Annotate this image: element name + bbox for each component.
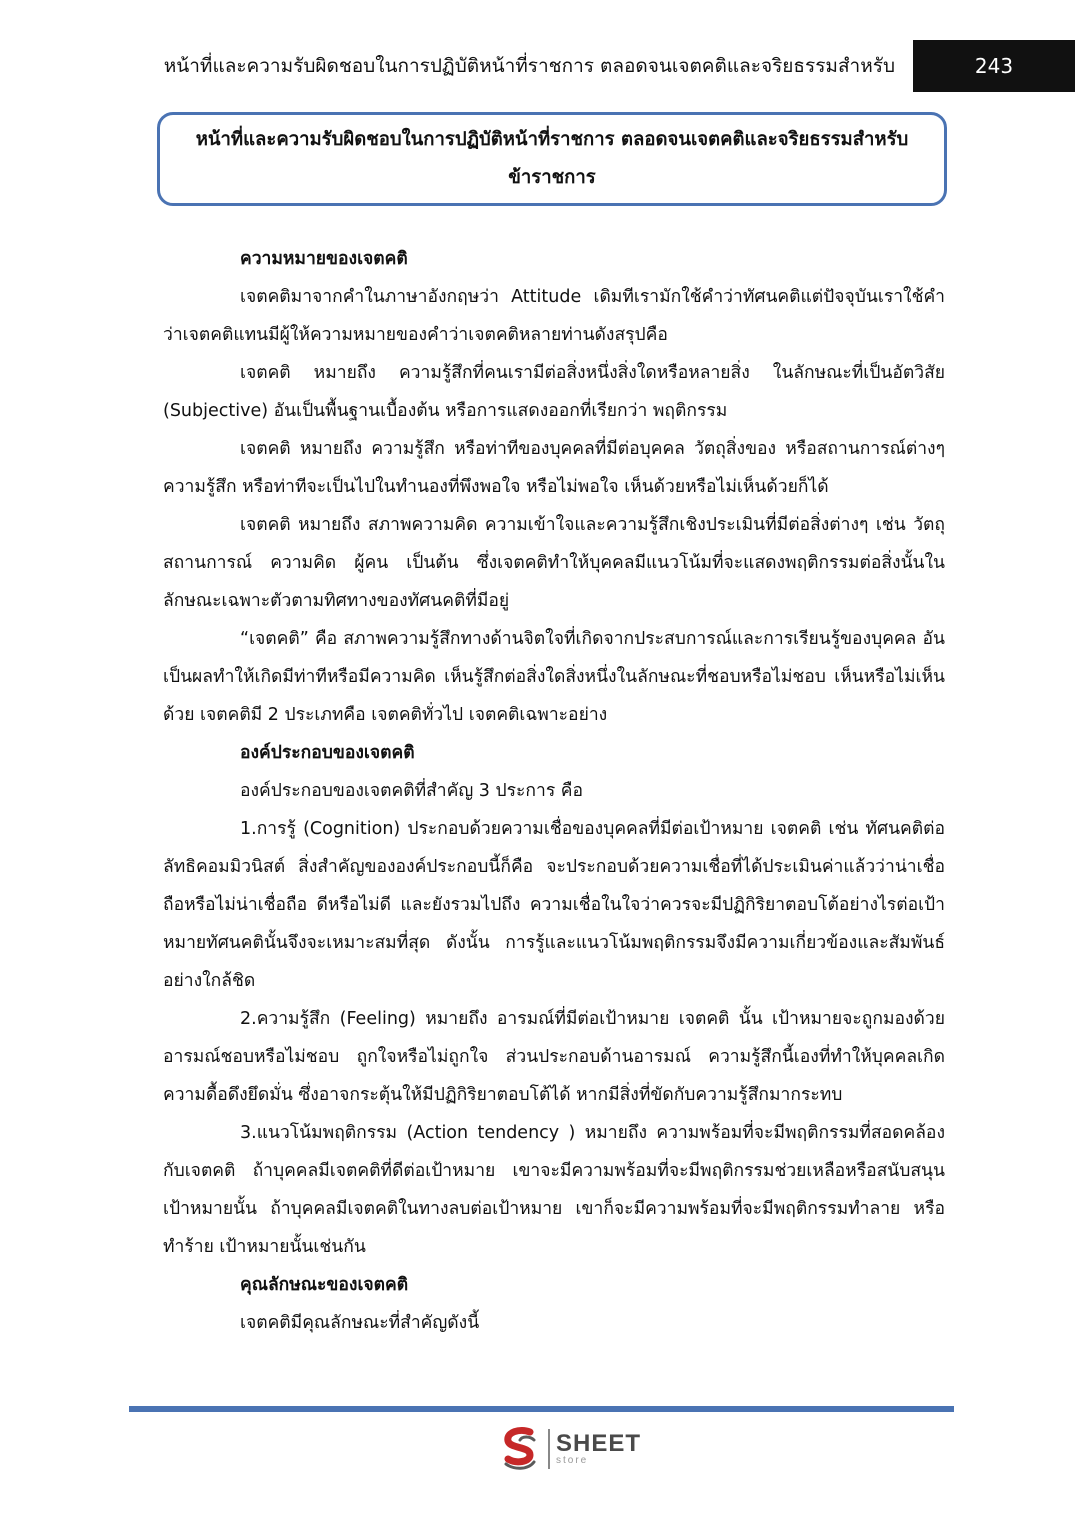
- paragraph: เจตคติ หมายถึง ความรู้สึกที่คนเรามีต่อสิ่งหนึ่งสิ่งใดหรือหลายสิ่ง ในลักษณะที่เป็นอัตวิสัย (Subjective) อันเป็นพื้นฐานเบื้องต้น หรือการแสดงออกที่เรียกว่า พฤติกรรม: [163, 363, 945, 421]
- logo-word: SHEET: [556, 1430, 642, 1457]
- section-heading-meaning: ความหมายของเจตคติ: [240, 249, 408, 269]
- chapter-title-box: [157, 112, 947, 206]
- chapter-title-line-2: ข้าราชการ: [508, 167, 596, 188]
- paragraph: “เจตคติ” คือ สภาพความรู้สึกทางด้านจิตใจที่เกิดจากประสบการณ์และการเรียนรู้ของบุคคล อันเป็นผลทำให้เกิดมีท่าทีหรือมีความคิด เห็นรู้สึกต่อสิ่งใดสิ่งหนึ่งในลักษณะที่ชอบหรือไม่ชอบ เห็นหรือไม่เห็นด้วย เจตคติมี 2 ประเภทคือ เจตคติทั่วไป เจตคติเฉพาะอย่าง: [163, 629, 945, 725]
- chapter-title-line-1: หน้าที่และความรับผิดชอบในการปฏิบัติหน้าที่ราชการ ตลอดจนเจตคติและจริยธรรมสำหรับ: [195, 129, 909, 150]
- running-header-title: หน้าที่และความรับผิดชอบในการปฏิบัติหน้าที่ราชการ ตลอดจนเจตคติและจริยธรรมสำหรับ: [163, 55, 895, 77]
- logo-subword: store: [556, 1455, 589, 1466]
- paragraph: เจตคติ หมายถึง สภาพความคิด ความเข้าใจและความรู้สึกเชิงประเมินที่มีต่อสิ่งต่างๆ เช่น วัตถุ สถานการณ์ ความคิด ผู้คน เป็นต้น ซึ่งเจตคติทำให้บุคคลมีแนวโน้มที่จะแสดงพฤติกรรมต่อสิ่งนั้นในลักษณะเฉพาะตัวตามทิศทางของทัศนคติที่มีอยู่: [163, 515, 945, 611]
- section-heading-characteristics: คุณลักษณะของเจตคติ: [240, 1275, 409, 1295]
- paragraph: องค์ประกอบของเจตคติที่สำคัญ 3 ประการ คือ: [240, 781, 584, 801]
- paragraph: เจตคติมาจากคำในภาษาอังกฤษว่า Attitude เดิมทีเรามักใช้คำว่าทัศนคติแต่ปัจจุบันเราใช้คำว่าเจตคติแทนมีผู้ให้ความหมายของคำว่าเจตคติหลายท่านดังสรุปคือ: [163, 287, 945, 345]
- body-content: [163, 240, 945, 1342]
- paragraph: เจตคติมีคุณลักษณะที่สำคัญดังนี้: [240, 1313, 480, 1333]
- logo-text: [556, 1432, 641, 1466]
- sheet-store-s-icon: [500, 1426, 542, 1472]
- paragraph: 1.การรู้ (Cognition) ประกอบด้วยความเชื่อของบุคคลที่มีต่อเป้าหมาย เจตคติ เช่น ทัศนคติต่อลัทธิคอมมิวนิสต์ สิ่งสำคัญขององค์ประกอบนี้ก็คือ จะประกอบด้วยความเชื่อที่ได้ประเมินค่าแล้วว่าน่าเชื่อถือหรือไม่น่าเชื่อถือ ดีหรือไม่ดี และยังรวมไปถึง ความเชื่อในใจว่าควรจะมีปฏิกิริยาตอบโต้อย่างไรต่อเป้าหมายทัศนคตินั้นจึงจะเหมาะสมที่สุด ดังนั้น การรู้และแนวโน้มพฤติกรรมจึงมีความเกี่ยวข้องและสัมพันธ์อย่างใกล้ชิด: [163, 819, 945, 991]
- paragraph: เจตคติ หมายถึง ความรู้สึก หรือท่าทีของบุคคลที่มีต่อบุคคล วัตถุสิ่งของ หรือสถานการณ์ต่างๆ ความรู้สึก หรือท่าทีจะเป็นไปในทำนองที่พึงพอใจ หรือไม่พอใจ เห็นด้วยหรือไม่เห็นด้วยก็ได้: [163, 439, 945, 497]
- page-number-box: [913, 40, 1075, 92]
- paragraph: 2.ความรู้สึก (Feeling) หมายถึง อารมณ์ที่มีต่อเป้าหมาย เจตคติ นั้น เป้าหมายจะถูกมองด้วยอารมณ์ชอบหรือไม่ชอบ ถูกใจหรือไม่ถูกใจ ส่วนประกอบด้านอารมณ์ ความรู้สึกนี้เองที่ทำให้บุคคลเกิดความดื้อดึงยึดมั่น ซึ่งอาจกระตุ้นให้มีปฏิกิริยาตอบโต้ได้ หากมีสิ่งที่ขัดกับความรู้สึกมากระทบ: [163, 1009, 945, 1105]
- section-heading-components: องค์ประกอบของเจตคติ: [240, 743, 415, 763]
- paragraph: 3.แนวโน้มพฤติกรรม (Action tendency ) หมายถึง ความพร้อมที่จะมีพฤติกรรมที่สอดคล้องกับเจตคติ ถ้าบุคคลมีเจตคติที่ดีต่อเป้าหมาย เขาจะมีความพร้อมที่จะมีพฤติกรรมช่วยเหลือหรือสนับสนุนเป้าหมายนั้น ถ้าบุคคลมีเจตคติในทางลบต่อเป้าหมาย เขาก็จะมีความพร้อมที่จะมีพฤติกรรมทำลาย หรือทำร้าย เป้าหมายนั้นเช่นกัน: [163, 1123, 945, 1257]
- footer-rule: [129, 1406, 954, 1412]
- page-number: 243: [974, 54, 1014, 78]
- sheet-store-logo: [500, 1426, 641, 1472]
- running-header: [0, 40, 895, 92]
- logo-separator: [548, 1429, 550, 1469]
